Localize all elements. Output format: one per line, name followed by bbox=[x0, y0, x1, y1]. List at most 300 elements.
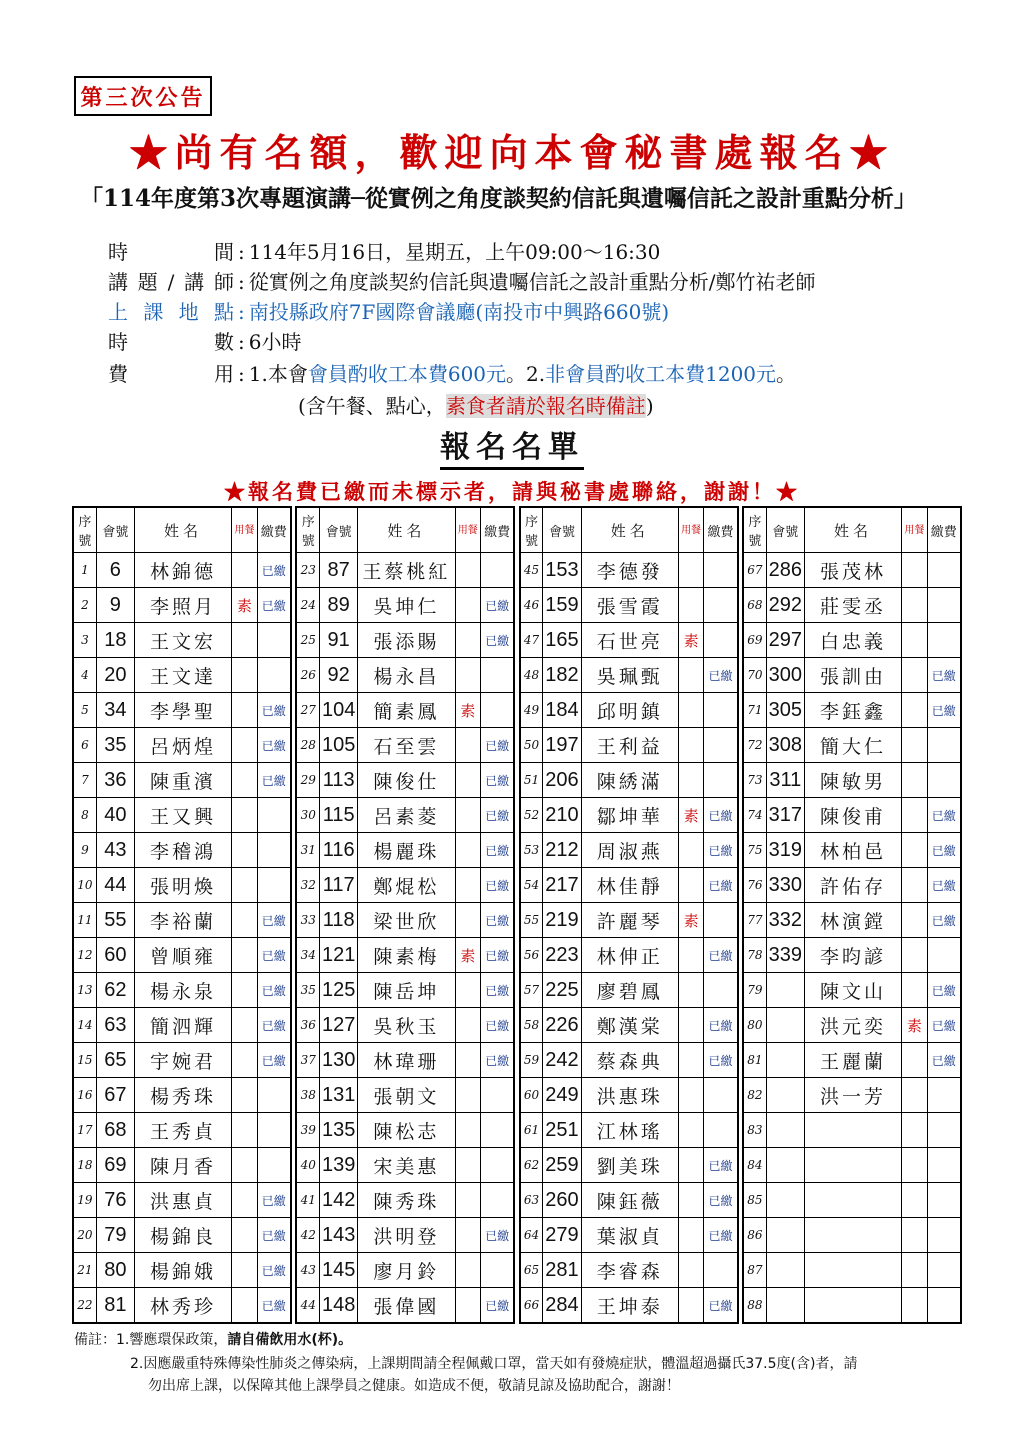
cell-no: 223 bbox=[543, 938, 581, 973]
cell-meal bbox=[902, 868, 927, 903]
cell-meal bbox=[902, 1043, 927, 1078]
cell-paid: 已繳 bbox=[257, 728, 291, 763]
cell-no: 118 bbox=[320, 903, 358, 938]
table-row bbox=[520, 798, 738, 833]
roster-notice: ★報名費已繳而未標示者，請與秘書處聯絡，謝謝！★ bbox=[224, 479, 800, 504]
cell-name: 鄭焜松 bbox=[358, 868, 455, 903]
cell-meal bbox=[902, 623, 927, 658]
cell-no: 225 bbox=[543, 973, 581, 1008]
cell-name: 陳月香 bbox=[134, 1148, 231, 1183]
table-row bbox=[296, 938, 514, 973]
cell-paid bbox=[704, 1253, 738, 1288]
cell-seq: 39 bbox=[296, 1113, 319, 1148]
table-row bbox=[743, 553, 961, 588]
cell-name: 楊錦良 bbox=[134, 1218, 231, 1253]
cell-paid: 已繳 bbox=[480, 798, 514, 833]
cell-paid bbox=[257, 1113, 291, 1148]
table-row bbox=[743, 623, 961, 658]
cell-meal bbox=[232, 1183, 257, 1218]
cell-name: 呂素菱 bbox=[358, 798, 455, 833]
cell-paid: 已繳 bbox=[704, 1008, 738, 1043]
cell-paid: 已繳 bbox=[257, 1183, 291, 1218]
cell-paid: 已繳 bbox=[257, 763, 291, 798]
cell-no: 305 bbox=[766, 693, 804, 728]
table-row bbox=[520, 833, 738, 868]
table-row bbox=[296, 553, 514, 588]
header-no: 會號 bbox=[543, 507, 581, 553]
table-row bbox=[743, 1148, 961, 1183]
cell-paid: 已繳 bbox=[927, 798, 961, 833]
cell-paid bbox=[704, 693, 738, 728]
cell-paid: 已繳 bbox=[480, 1008, 514, 1043]
cell-no: 319 bbox=[766, 833, 804, 868]
cell-seq: 59 bbox=[520, 1043, 543, 1078]
cell-no: 339 bbox=[766, 938, 804, 973]
cell-meal bbox=[902, 903, 927, 938]
table-row bbox=[520, 763, 738, 798]
cell-paid: 已繳 bbox=[927, 658, 961, 693]
cell-name: 梁世欣 bbox=[358, 903, 455, 938]
table-row bbox=[73, 1078, 291, 1113]
cell-meal: 素 bbox=[678, 798, 703, 833]
cell-name: 張偉國 bbox=[358, 1288, 455, 1324]
cell-paid: 已繳 bbox=[257, 973, 291, 1008]
table-row bbox=[743, 798, 961, 833]
cell-meal bbox=[678, 1288, 703, 1324]
cell-meal bbox=[902, 763, 927, 798]
table-row bbox=[73, 1183, 291, 1218]
cell-meal bbox=[678, 1183, 703, 1218]
header-no: 會號 bbox=[96, 507, 134, 553]
cell-seq: 67 bbox=[743, 553, 766, 588]
cell-meal bbox=[232, 833, 257, 868]
table-row bbox=[743, 868, 961, 903]
cell-no: 165 bbox=[543, 623, 581, 658]
cell-no: 55 bbox=[96, 903, 134, 938]
cell-no: 76 bbox=[96, 1183, 134, 1218]
cell-meal bbox=[455, 1183, 480, 1218]
hours-value: 6小時 bbox=[248, 330, 302, 354]
cell-paid: 已繳 bbox=[480, 938, 514, 973]
fee-label: 費用 bbox=[108, 362, 234, 386]
header-meal: 用餐 bbox=[232, 507, 257, 553]
table-row bbox=[296, 658, 514, 693]
cell-no: 145 bbox=[320, 1253, 358, 1288]
footnote-label: 備註： bbox=[74, 1332, 116, 1348]
cell-seq: 68 bbox=[743, 588, 766, 623]
cell-seq: 77 bbox=[743, 903, 766, 938]
table-row bbox=[73, 1043, 291, 1078]
cell-seq: 31 bbox=[296, 833, 319, 868]
cell-name: 石至雲 bbox=[358, 728, 455, 763]
cell-meal: 素 bbox=[678, 623, 703, 658]
cell-meal bbox=[678, 588, 703, 623]
cell-name: 洪惠珠 bbox=[581, 1078, 678, 1113]
cell-meal bbox=[455, 763, 480, 798]
footnote-item-1a: 1.響應環保政策， bbox=[116, 1332, 228, 1348]
cell-seq: 66 bbox=[520, 1288, 543, 1324]
cell-no: 40 bbox=[96, 798, 134, 833]
topic-value: 從實例之角度談契約信託與遺囑信託之設計重點分析/鄭竹祐老師 bbox=[248, 270, 816, 294]
cell-meal bbox=[902, 1183, 927, 1218]
table-row bbox=[296, 1008, 514, 1043]
cell-no: 79 bbox=[96, 1218, 134, 1253]
cell-no bbox=[766, 1288, 804, 1324]
cell-no: 284 bbox=[543, 1288, 581, 1324]
cell-seq: 11 bbox=[73, 903, 96, 938]
cell-seq: 52 bbox=[520, 798, 543, 833]
cell-seq: 10 bbox=[73, 868, 96, 903]
cell-no bbox=[766, 1043, 804, 1078]
cell-seq: 43 bbox=[296, 1253, 319, 1288]
table-row bbox=[73, 763, 291, 798]
cell-meal bbox=[902, 798, 927, 833]
cell-name: 張雪霞 bbox=[581, 588, 678, 623]
footnote-line-2: 2.因應嚴重特殊傳染性肺炎之傳染病，上課期間請全程佩戴口罩，當天如有發燒症狀，體溫超過攝氏37.5度(含)者，請 bbox=[130, 1356, 858, 1372]
cell-paid: 已繳 bbox=[704, 1183, 738, 1218]
time-value: 114年5月16日，星期五，上午09:00～16:30 bbox=[248, 240, 661, 264]
table-row bbox=[520, 903, 738, 938]
cell-no: 260 bbox=[543, 1183, 581, 1218]
footnote-line-3: 勿出席上課，以保障其他上課學員之健康。如造成不便，敬請見諒及協助配合，謝謝！ bbox=[148, 1378, 680, 1394]
table-row bbox=[520, 938, 738, 973]
cell-meal bbox=[455, 1078, 480, 1113]
cell-seq: 44 bbox=[296, 1288, 319, 1324]
cell-seq: 18 bbox=[73, 1148, 96, 1183]
cell-name: 李裕蘭 bbox=[134, 903, 231, 938]
cell-seq: 65 bbox=[520, 1253, 543, 1288]
cell-paid bbox=[927, 1288, 961, 1324]
table-row bbox=[743, 658, 961, 693]
cell-paid: 已繳 bbox=[480, 868, 514, 903]
cell-paid bbox=[927, 1148, 961, 1183]
cell-seq: 9 bbox=[73, 833, 96, 868]
venue-label: 上課地點 bbox=[108, 300, 234, 324]
cell-no: 219 bbox=[543, 903, 581, 938]
cell-paid: 已繳 bbox=[480, 903, 514, 938]
cell-no bbox=[766, 1148, 804, 1183]
cell-name: 楊錦娥 bbox=[134, 1253, 231, 1288]
cell-meal bbox=[678, 658, 703, 693]
cell-paid bbox=[927, 623, 961, 658]
footnote-item-1b: 請自備飲用水(杯)。 bbox=[227, 1332, 353, 1348]
roster-block bbox=[742, 506, 962, 1324]
table-row bbox=[296, 1218, 514, 1253]
info-topic: 講題/講師 : 從實例之角度談契約信託與遺囑信託之設計重點分析/鄭竹祐老師 bbox=[108, 266, 816, 295]
table-row bbox=[296, 623, 514, 658]
cell-seq: 45 bbox=[520, 553, 543, 588]
cell-seq: 12 bbox=[73, 938, 96, 973]
header-row bbox=[520, 507, 738, 553]
table-row bbox=[296, 903, 514, 938]
cell-meal bbox=[232, 868, 257, 903]
cell-paid bbox=[704, 763, 738, 798]
cell-name: 李學聖 bbox=[134, 693, 231, 728]
hours-label: 時數 bbox=[108, 330, 234, 354]
cell-meal bbox=[678, 973, 703, 1008]
cell-seq: 57 bbox=[520, 973, 543, 1008]
table-row bbox=[73, 588, 291, 623]
cell-seq: 86 bbox=[743, 1218, 766, 1253]
table-row bbox=[296, 798, 514, 833]
table-row bbox=[520, 1218, 738, 1253]
cell-no: 44 bbox=[96, 868, 134, 903]
info-venue: 上課地點 : 南投縣政府7F國際會議廳(南投市中興路660號) bbox=[108, 296, 669, 325]
cell-name: 洪惠貞 bbox=[134, 1183, 231, 1218]
cell-paid: 已繳 bbox=[704, 798, 738, 833]
cell-seq: 72 bbox=[743, 728, 766, 763]
cell-seq: 83 bbox=[743, 1113, 766, 1148]
cell-seq: 7 bbox=[73, 763, 96, 798]
cell-meal bbox=[902, 973, 927, 1008]
cell-seq: 5 bbox=[73, 693, 96, 728]
cell-meal bbox=[455, 1008, 480, 1043]
cell-meal bbox=[678, 938, 703, 973]
cell-name: 簡素鳳 bbox=[358, 693, 455, 728]
cell-meal bbox=[678, 833, 703, 868]
cell-no: 60 bbox=[96, 938, 134, 973]
table-row bbox=[743, 1218, 961, 1253]
info-time: 時間 : 114年5月16日，星期五，上午09:00～16:30 bbox=[108, 236, 660, 265]
cell-meal bbox=[232, 903, 257, 938]
cell-name: 李德發 bbox=[581, 553, 678, 588]
cell-name: 李昀諺 bbox=[804, 938, 901, 973]
venue-value: 南投縣政府7F國際會議廳(南投市中興路660號) bbox=[248, 300, 670, 324]
cell-seq: 27 bbox=[296, 693, 319, 728]
header-name: 姓名 bbox=[581, 507, 678, 553]
cell-seq: 60 bbox=[520, 1078, 543, 1113]
cell-name: 王文宏 bbox=[134, 623, 231, 658]
cell-no: 210 bbox=[543, 798, 581, 833]
table-row bbox=[73, 553, 291, 588]
cell-name: 張朝文 bbox=[358, 1078, 455, 1113]
cell-meal bbox=[232, 1043, 257, 1078]
cell-paid: 已繳 bbox=[704, 938, 738, 973]
cell-name bbox=[804, 1288, 901, 1324]
table-row bbox=[73, 1148, 291, 1183]
cell-paid: 已繳 bbox=[927, 1043, 961, 1078]
cell-meal bbox=[678, 1043, 703, 1078]
table-row bbox=[73, 938, 291, 973]
cell-seq: 29 bbox=[296, 763, 319, 798]
cell-seq: 14 bbox=[73, 1008, 96, 1043]
cell-name: 廖月鈴 bbox=[358, 1253, 455, 1288]
cell-meal bbox=[678, 1078, 703, 1113]
header-meal: 用餐 bbox=[678, 507, 703, 553]
table-row bbox=[73, 903, 291, 938]
cell-seq: 76 bbox=[743, 868, 766, 903]
cell-name: 宇婉君 bbox=[134, 1043, 231, 1078]
cell-name bbox=[804, 1253, 901, 1288]
table-row bbox=[296, 973, 514, 1008]
cell-no: 34 bbox=[96, 693, 134, 728]
cell-paid bbox=[927, 553, 961, 588]
cell-meal bbox=[232, 658, 257, 693]
table-row bbox=[73, 728, 291, 763]
cell-name: 鄒坤華 bbox=[581, 798, 678, 833]
cell-paid: 已繳 bbox=[704, 868, 738, 903]
cell-name: 李稽鴻 bbox=[134, 833, 231, 868]
fee-member: 會員酌收工本費600元 bbox=[307, 362, 507, 386]
lecture-title: 「114年度第3次專題演講─從實例之角度談契約信託與遺囑信託之設計重點分析」 bbox=[80, 185, 917, 212]
cell-no: 121 bbox=[320, 938, 358, 973]
cell-name: 王麗蘭 bbox=[804, 1043, 901, 1078]
table-row bbox=[743, 728, 961, 763]
cell-no: 117 bbox=[320, 868, 358, 903]
cell-paid: 已繳 bbox=[480, 588, 514, 623]
cell-seq: 4 bbox=[73, 658, 96, 693]
cell-meal bbox=[455, 1148, 480, 1183]
cell-seq: 69 bbox=[743, 623, 766, 658]
fee-note bbox=[298, 390, 654, 419]
cell-seq: 16 bbox=[73, 1078, 96, 1113]
cell-seq: 36 bbox=[296, 1008, 319, 1043]
cell-meal bbox=[232, 1148, 257, 1183]
cell-name: 林秀珍 bbox=[134, 1288, 231, 1324]
cell-seq: 3 bbox=[73, 623, 96, 658]
cell-meal bbox=[232, 763, 257, 798]
cell-seq: 58 bbox=[520, 1008, 543, 1043]
roster-block bbox=[295, 506, 515, 1324]
cell-name: 陳俊甫 bbox=[804, 798, 901, 833]
cell-paid bbox=[704, 1078, 738, 1113]
header-paid: 繳費 bbox=[704, 507, 738, 553]
cell-meal bbox=[455, 903, 480, 938]
cell-no: 65 bbox=[96, 1043, 134, 1078]
cell-seq: 49 bbox=[520, 693, 543, 728]
cell-paid: 已繳 bbox=[480, 1218, 514, 1253]
cell-name: 王又興 bbox=[134, 798, 231, 833]
cell-paid bbox=[480, 1078, 514, 1113]
cell-name: 楊秀珠 bbox=[134, 1078, 231, 1113]
header-seq: 序號 bbox=[743, 507, 766, 553]
header-row bbox=[743, 507, 961, 553]
header-meal: 用餐 bbox=[902, 507, 927, 553]
cell-meal bbox=[232, 693, 257, 728]
cell-no: 62 bbox=[96, 973, 134, 1008]
cell-paid: 已繳 bbox=[257, 1253, 291, 1288]
cell-no: 242 bbox=[543, 1043, 581, 1078]
cell-seq: 79 bbox=[743, 973, 766, 1008]
cell-name: 張添賜 bbox=[358, 623, 455, 658]
cell-name: 邱明鎮 bbox=[581, 693, 678, 728]
table-row bbox=[520, 693, 738, 728]
table-row bbox=[520, 658, 738, 693]
cell-name: 陳素梅 bbox=[358, 938, 455, 973]
cell-meal bbox=[232, 1113, 257, 1148]
cell-no: 197 bbox=[543, 728, 581, 763]
cell-name: 陳綉滿 bbox=[581, 763, 678, 798]
cell-seq: 50 bbox=[520, 728, 543, 763]
cell-seq: 17 bbox=[73, 1113, 96, 1148]
cell-no: 36 bbox=[96, 763, 134, 798]
cell-no: 297 bbox=[766, 623, 804, 658]
cell-seq: 82 bbox=[743, 1078, 766, 1113]
cell-no: 125 bbox=[320, 973, 358, 1008]
cell-seq: 81 bbox=[743, 1043, 766, 1078]
cell-seq: 62 bbox=[520, 1148, 543, 1183]
cell-name: 白忠義 bbox=[804, 623, 901, 658]
cell-seq: 51 bbox=[520, 763, 543, 798]
cell-name: 吳珮甄 bbox=[581, 658, 678, 693]
cell-meal bbox=[455, 798, 480, 833]
cell-name bbox=[804, 1183, 901, 1218]
cell-meal bbox=[678, 1008, 703, 1043]
cell-seq: 21 bbox=[73, 1253, 96, 1288]
cell-meal bbox=[455, 1253, 480, 1288]
cell-seq: 53 bbox=[520, 833, 543, 868]
table-row bbox=[520, 553, 738, 588]
cell-meal bbox=[678, 693, 703, 728]
cell-no bbox=[766, 1183, 804, 1218]
cell-paid bbox=[480, 1148, 514, 1183]
cell-meal bbox=[232, 1008, 257, 1043]
roster-table bbox=[72, 506, 962, 1322]
cell-no: 226 bbox=[543, 1008, 581, 1043]
cell-paid bbox=[704, 553, 738, 588]
cell-paid: 已繳 bbox=[480, 833, 514, 868]
cell-name: 張明煥 bbox=[134, 868, 231, 903]
cell-name: 陳俊仕 bbox=[358, 763, 455, 798]
cell-seq: 40 bbox=[296, 1148, 319, 1183]
table-row bbox=[73, 1113, 291, 1148]
cell-name: 簡泗輝 bbox=[134, 1008, 231, 1043]
header-row bbox=[296, 507, 514, 553]
cell-no: 311 bbox=[766, 763, 804, 798]
cell-paid: 已繳 bbox=[257, 553, 291, 588]
table-row bbox=[296, 1253, 514, 1288]
table-row bbox=[520, 728, 738, 763]
cell-paid bbox=[927, 588, 961, 623]
cell-no: 286 bbox=[766, 553, 804, 588]
cell-name: 王蔡桃紅 bbox=[358, 553, 455, 588]
cell-meal bbox=[902, 588, 927, 623]
cell-paid: 已繳 bbox=[480, 1043, 514, 1078]
cell-seq: 28 bbox=[296, 728, 319, 763]
cell-no: 131 bbox=[320, 1078, 358, 1113]
cell-seq: 15 bbox=[73, 1043, 96, 1078]
table-row bbox=[296, 1288, 514, 1324]
cell-meal bbox=[902, 1078, 927, 1113]
cell-no: 104 bbox=[320, 693, 358, 728]
cell-no: 116 bbox=[320, 833, 358, 868]
cell-paid: 已繳 bbox=[927, 1008, 961, 1043]
cell-seq: 42 bbox=[296, 1218, 319, 1253]
info-hours: 時數 : 6小時 bbox=[108, 326, 301, 355]
cell-meal bbox=[678, 1148, 703, 1183]
cell-paid bbox=[480, 1113, 514, 1148]
cell-paid: 已繳 bbox=[927, 693, 961, 728]
cell-no: 105 bbox=[320, 728, 358, 763]
table-row bbox=[743, 1288, 961, 1324]
cell-meal: 素 bbox=[902, 1008, 927, 1043]
table-row bbox=[73, 868, 291, 903]
cell-meal bbox=[902, 1253, 927, 1288]
cell-name: 張茂林 bbox=[804, 553, 901, 588]
cell-name: 洪元奕 bbox=[804, 1008, 901, 1043]
table-row bbox=[743, 588, 961, 623]
cell-no bbox=[766, 1253, 804, 1288]
cell-paid: 已繳 bbox=[927, 833, 961, 868]
cell-seq: 34 bbox=[296, 938, 319, 973]
cell-seq: 41 bbox=[296, 1183, 319, 1218]
table-row bbox=[520, 1043, 738, 1078]
cell-name: 林伸正 bbox=[581, 938, 678, 973]
cell-paid bbox=[704, 903, 738, 938]
cell-no: 68 bbox=[96, 1113, 134, 1148]
header-paid: 繳費 bbox=[927, 507, 961, 553]
cell-seq: 32 bbox=[296, 868, 319, 903]
